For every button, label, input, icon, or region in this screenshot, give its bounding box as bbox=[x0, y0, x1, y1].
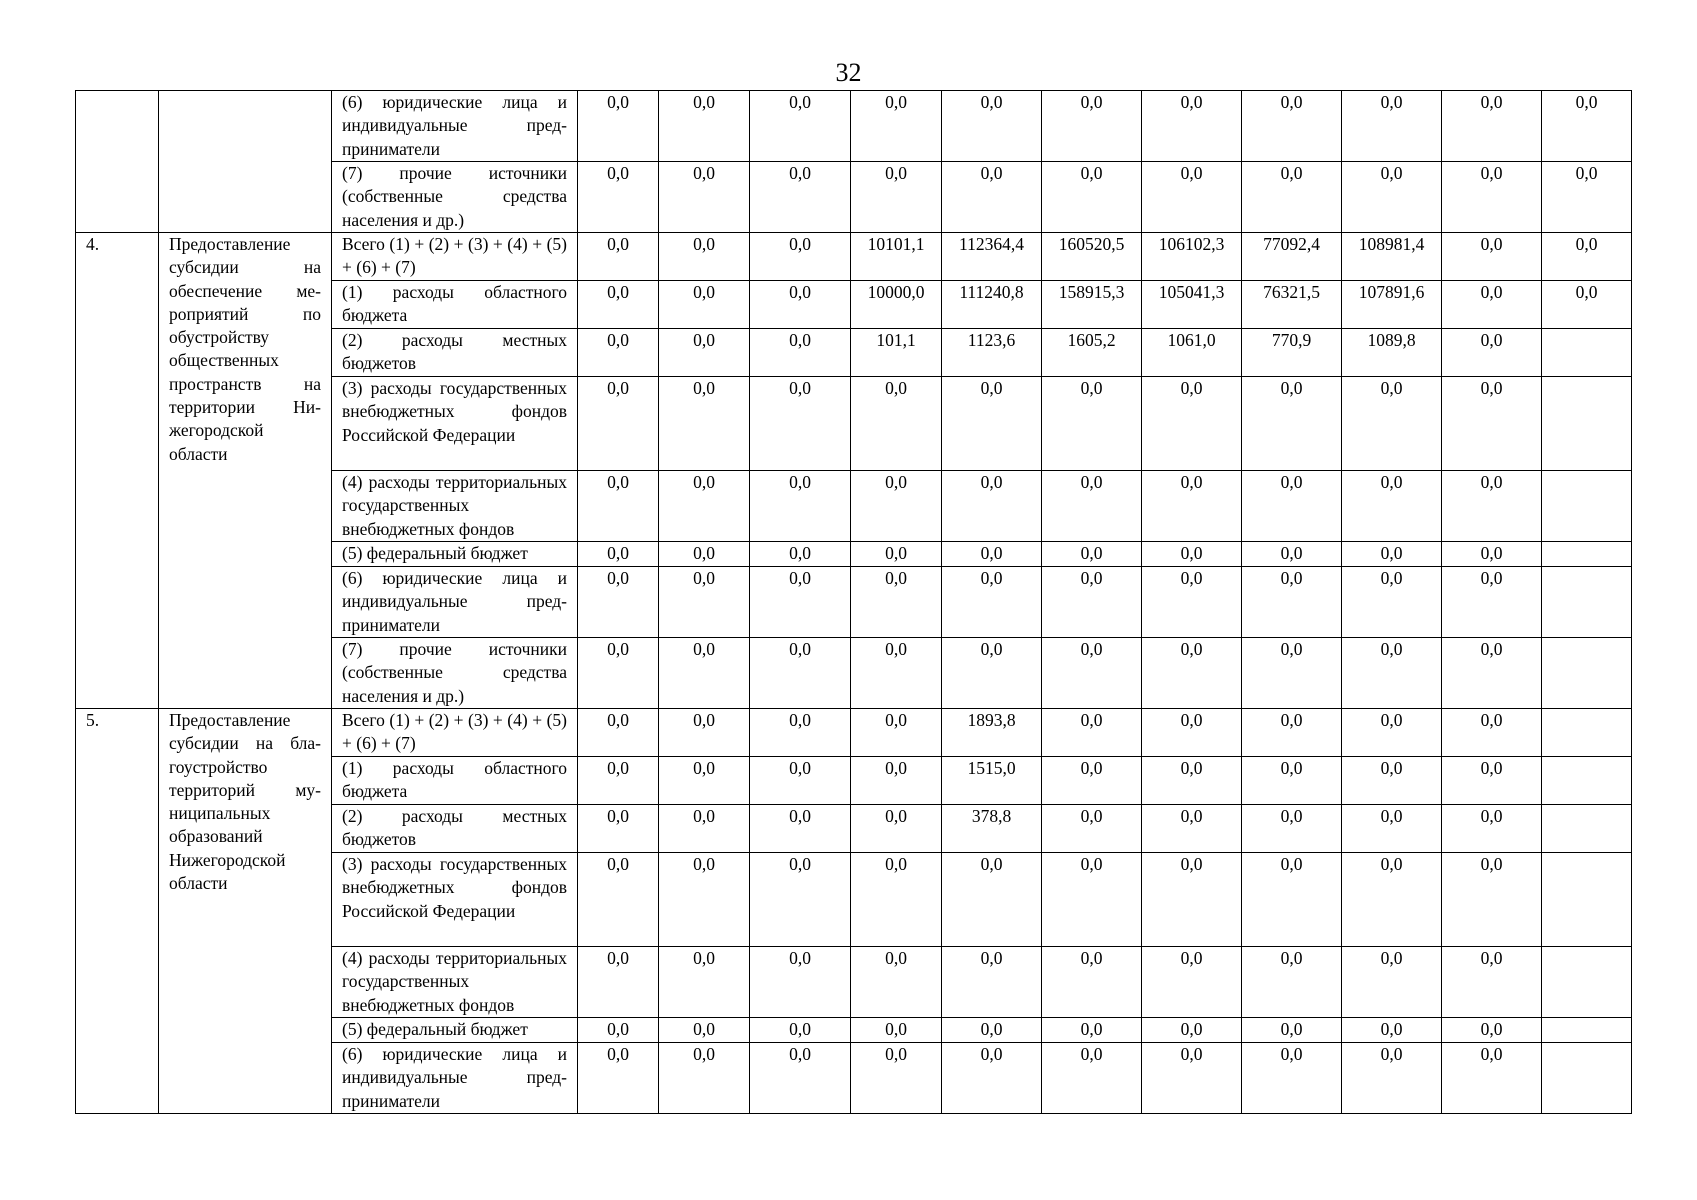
table-row bbox=[76, 91, 1632, 162]
value-cell: 0,0 bbox=[942, 162, 1042, 233]
value-cell: 0,0 bbox=[1342, 1043, 1442, 1114]
value-cell: 0,0 bbox=[851, 805, 942, 853]
value-cell: 0,0 bbox=[1342, 853, 1442, 947]
value-cell: 0,0 bbox=[851, 757, 942, 805]
value-cell: 0,0 bbox=[578, 162, 659, 233]
value-cell bbox=[1542, 471, 1632, 542]
value-cell: 0,0 bbox=[1342, 471, 1442, 542]
value-cell: 0,0 bbox=[1342, 162, 1442, 233]
value-cell: 0,0 bbox=[1042, 709, 1142, 757]
funding-source-cell: (1) расходы областного бюджета bbox=[332, 281, 578, 329]
value-cell: 0,0 bbox=[659, 853, 750, 947]
value-cell: 0,0 bbox=[1342, 567, 1442, 638]
value-cell: 1123,6 bbox=[942, 329, 1042, 377]
value-cell: 0,0 bbox=[750, 1018, 851, 1043]
funding-source-cell: (2) расходы местных бюджетов bbox=[332, 805, 578, 853]
funding-source-cell: (6) юридические лица и индивидуальные предприниматели bbox=[332, 1043, 578, 1114]
value-cell: 112364,4 bbox=[942, 233, 1042, 281]
value-cell: 0,0 bbox=[659, 233, 750, 281]
value-cell: 0,0 bbox=[1242, 542, 1342, 567]
value-cell: 10000,0 bbox=[851, 281, 942, 329]
value-cell: 0,0 bbox=[659, 947, 750, 1018]
value-cell bbox=[1542, 542, 1632, 567]
value-cell: 0,0 bbox=[1042, 1043, 1142, 1114]
value-cell: 0,0 bbox=[851, 1043, 942, 1114]
value-cell: 0,0 bbox=[1442, 853, 1542, 947]
value-cell: 107891,6 bbox=[1342, 281, 1442, 329]
value-cell: 770,9 bbox=[1242, 329, 1342, 377]
row-index-cell: 4. bbox=[76, 233, 159, 709]
value-cell: 0,0 bbox=[1342, 757, 1442, 805]
value-cell: 0,0 bbox=[1242, 377, 1342, 471]
value-cell: 0,0 bbox=[1042, 1018, 1142, 1043]
value-cell: 0,0 bbox=[1542, 281, 1632, 329]
value-cell: 0,0 bbox=[1242, 805, 1342, 853]
value-cell bbox=[1542, 853, 1632, 947]
value-cell: 0,0 bbox=[750, 281, 851, 329]
value-cell: 0,0 bbox=[942, 91, 1042, 162]
value-cell: 0,0 bbox=[750, 805, 851, 853]
table-row bbox=[76, 709, 1632, 757]
value-cell: 108981,4 bbox=[1342, 233, 1442, 281]
value-cell: 0,0 bbox=[750, 233, 851, 281]
value-cell: 0,0 bbox=[659, 281, 750, 329]
value-cell: 0,0 bbox=[1242, 1018, 1342, 1043]
value-cell: 0,0 bbox=[1542, 233, 1632, 281]
value-cell: 0,0 bbox=[659, 567, 750, 638]
value-cell: 0,0 bbox=[659, 471, 750, 542]
value-cell: 0,0 bbox=[1042, 377, 1142, 471]
value-cell: 77092,4 bbox=[1242, 233, 1342, 281]
value-cell: 0,0 bbox=[1442, 1043, 1542, 1114]
value-cell: 0,0 bbox=[1142, 805, 1242, 853]
value-cell: 0,0 bbox=[1442, 233, 1542, 281]
value-cell: 0,0 bbox=[578, 542, 659, 567]
value-cell: 0,0 bbox=[851, 377, 942, 471]
value-cell: 0,0 bbox=[1142, 947, 1242, 1018]
value-cell: 1515,0 bbox=[942, 757, 1042, 805]
row-index-cell: 5. bbox=[76, 709, 159, 1114]
funding-source-cell: Всего (1) + (2) + (3) + (4) + (5) + (6) + (7) bbox=[332, 709, 578, 757]
value-cell: 0,0 bbox=[851, 91, 942, 162]
value-cell: 0,0 bbox=[1242, 471, 1342, 542]
value-cell: 0,0 bbox=[851, 947, 942, 1018]
budget-table-body bbox=[76, 91, 1632, 1114]
value-cell: 0,0 bbox=[750, 1043, 851, 1114]
value-cell: 0,0 bbox=[1142, 853, 1242, 947]
value-cell: 0,0 bbox=[750, 947, 851, 1018]
funding-source-cell: (7) прочие источники (собственные средства населения и др.) bbox=[332, 162, 578, 233]
value-cell: 0,0 bbox=[1042, 162, 1142, 233]
value-cell: 1061,0 bbox=[1142, 329, 1242, 377]
measure-name-cell: Предоставление субсидии на обеспечение мероприятий по обустройству общественных пространств на территории Нижегородской области bbox=[159, 233, 332, 709]
value-cell: 0,0 bbox=[750, 638, 851, 709]
value-cell: 0,0 bbox=[1442, 757, 1542, 805]
value-cell: 0,0 bbox=[1142, 638, 1242, 709]
funding-source-cell: (5) федеральный бюджет bbox=[332, 542, 578, 567]
value-cell: 0,0 bbox=[1142, 567, 1242, 638]
value-cell: 0,0 bbox=[659, 162, 750, 233]
value-cell: 0,0 bbox=[578, 947, 659, 1018]
value-cell bbox=[1542, 757, 1632, 805]
value-cell: 0,0 bbox=[1242, 1043, 1342, 1114]
value-cell: 0,0 bbox=[578, 471, 659, 542]
value-cell: 0,0 bbox=[1242, 757, 1342, 805]
funding-source-cell: (6) юридические лица и индивидуальные предприниматели bbox=[332, 91, 578, 162]
funding-source-cell: (3) расходы государственных внебюджетных фондов Российской Федерации bbox=[332, 853, 578, 947]
value-cell: 0,0 bbox=[750, 542, 851, 567]
value-cell: 0,0 bbox=[578, 567, 659, 638]
value-cell: 0,0 bbox=[1142, 1018, 1242, 1043]
value-cell: 160520,5 bbox=[1042, 233, 1142, 281]
value-cell: 1605,2 bbox=[1042, 329, 1142, 377]
value-cell: 0,0 bbox=[1442, 91, 1542, 162]
value-cell: 101,1 bbox=[851, 329, 942, 377]
funding-source-cell: (1) расходы областного бюджета bbox=[332, 757, 578, 805]
value-cell: 0,0 bbox=[1242, 947, 1342, 1018]
row-index-cell bbox=[76, 91, 159, 233]
funding-source-cell: (4) расходы территориальных государственных внебюджетных фондов bbox=[332, 471, 578, 542]
value-cell: 0,0 bbox=[1442, 471, 1542, 542]
value-cell: 0,0 bbox=[851, 853, 942, 947]
value-cell bbox=[1542, 1043, 1632, 1114]
value-cell bbox=[1542, 1018, 1632, 1043]
value-cell: 0,0 bbox=[1342, 91, 1442, 162]
page-number: 32 bbox=[835, 58, 862, 87]
measure-name-cell: Предоставление субсидии на благоустройство территорий муниципальных образований Нижегородской области bbox=[159, 709, 332, 1114]
value-cell: 0,0 bbox=[942, 471, 1042, 542]
value-cell bbox=[1542, 638, 1632, 709]
value-cell: 0,0 bbox=[1442, 1018, 1542, 1043]
value-cell: 0,0 bbox=[1342, 542, 1442, 567]
value-cell: 0,0 bbox=[1042, 853, 1142, 947]
value-cell bbox=[1542, 947, 1632, 1018]
funding-source-cell: (7) прочие источники (собственные средства населения и др.) bbox=[332, 638, 578, 709]
value-cell: 0,0 bbox=[659, 757, 750, 805]
value-cell: 0,0 bbox=[851, 471, 942, 542]
value-cell: 0,0 bbox=[1442, 567, 1542, 638]
value-cell: 76321,5 bbox=[1242, 281, 1342, 329]
value-cell: 0,0 bbox=[578, 1043, 659, 1114]
value-cell: 0,0 bbox=[1142, 377, 1242, 471]
funding-source-cell: (4) расходы территориальных государственных внебюджетных фондов bbox=[332, 947, 578, 1018]
value-cell: 0,0 bbox=[1242, 853, 1342, 947]
value-cell: 0,0 bbox=[578, 329, 659, 377]
value-cell: 0,0 bbox=[1342, 377, 1442, 471]
funding-source-cell: (2) расходы местных бюджетов bbox=[332, 329, 578, 377]
value-cell: 0,0 bbox=[659, 709, 750, 757]
value-cell bbox=[1542, 329, 1632, 377]
funding-source-cell: (5) федеральный бюджет bbox=[332, 1018, 578, 1043]
value-cell: 0,0 bbox=[1042, 567, 1142, 638]
value-cell: 0,0 bbox=[851, 709, 942, 757]
value-cell: 0,0 bbox=[1142, 709, 1242, 757]
value-cell: 0,0 bbox=[578, 91, 659, 162]
value-cell: 0,0 bbox=[659, 377, 750, 471]
value-cell: 0,0 bbox=[942, 542, 1042, 567]
value-cell: 0,0 bbox=[1042, 471, 1142, 542]
value-cell: 0,0 bbox=[659, 805, 750, 853]
value-cell: 0,0 bbox=[1242, 638, 1342, 709]
value-cell: 0,0 bbox=[659, 329, 750, 377]
value-cell: 0,0 bbox=[1142, 757, 1242, 805]
value-cell: 0,0 bbox=[578, 853, 659, 947]
value-cell: 0,0 bbox=[942, 853, 1042, 947]
value-cell: 0,0 bbox=[1442, 162, 1542, 233]
value-cell: 0,0 bbox=[851, 542, 942, 567]
value-cell: 0,0 bbox=[1342, 805, 1442, 853]
value-cell: 0,0 bbox=[942, 1018, 1042, 1043]
value-cell: 378,8 bbox=[942, 805, 1042, 853]
value-cell: 10101,1 bbox=[851, 233, 942, 281]
measure-name-cell bbox=[159, 91, 332, 233]
value-cell: 0,0 bbox=[1342, 1018, 1442, 1043]
value-cell: 0,0 bbox=[750, 91, 851, 162]
value-cell bbox=[1542, 377, 1632, 471]
value-cell: 0,0 bbox=[750, 329, 851, 377]
value-cell: 0,0 bbox=[1042, 91, 1142, 162]
value-cell: 0,0 bbox=[1042, 542, 1142, 567]
value-cell: 0,0 bbox=[1442, 709, 1542, 757]
value-cell: 0,0 bbox=[1242, 91, 1342, 162]
value-cell: 0,0 bbox=[578, 233, 659, 281]
value-cell: 0,0 bbox=[578, 805, 659, 853]
value-cell: 0,0 bbox=[1142, 471, 1242, 542]
value-cell: 0,0 bbox=[1442, 638, 1542, 709]
value-cell: 0,0 bbox=[942, 638, 1042, 709]
value-cell: 0,0 bbox=[1042, 757, 1142, 805]
value-cell: 0,0 bbox=[750, 757, 851, 805]
value-cell: 0,0 bbox=[1042, 638, 1142, 709]
value-cell: 0,0 bbox=[1142, 542, 1242, 567]
value-cell: 0,0 bbox=[851, 162, 942, 233]
value-cell: 158915,3 bbox=[1042, 281, 1142, 329]
value-cell: 0,0 bbox=[659, 542, 750, 567]
value-cell: 0,0 bbox=[750, 709, 851, 757]
value-cell: 0,0 bbox=[1242, 162, 1342, 233]
value-cell: 106102,3 bbox=[1142, 233, 1242, 281]
value-cell: 0,0 bbox=[1342, 947, 1442, 1018]
value-cell: 0,0 bbox=[942, 377, 1042, 471]
value-cell: 0,0 bbox=[1342, 638, 1442, 709]
value-cell bbox=[1542, 567, 1632, 638]
value-cell: 0,0 bbox=[659, 1043, 750, 1114]
value-cell: 0,0 bbox=[1242, 709, 1342, 757]
value-cell: 0,0 bbox=[1442, 281, 1542, 329]
value-cell: 111240,8 bbox=[942, 281, 1042, 329]
value-cell: 1089,8 bbox=[1342, 329, 1442, 377]
value-cell: 1893,8 bbox=[942, 709, 1042, 757]
value-cell: 0,0 bbox=[750, 162, 851, 233]
value-cell: 0,0 bbox=[1342, 709, 1442, 757]
value-cell: 0,0 bbox=[1042, 805, 1142, 853]
value-cell: 0,0 bbox=[851, 567, 942, 638]
value-cell bbox=[1542, 805, 1632, 853]
value-cell: 0,0 bbox=[578, 757, 659, 805]
value-cell: 105041,3 bbox=[1142, 281, 1242, 329]
value-cell: 0,0 bbox=[1042, 947, 1142, 1018]
value-cell: 0,0 bbox=[1442, 947, 1542, 1018]
value-cell: 0,0 bbox=[750, 471, 851, 542]
value-cell: 0,0 bbox=[1142, 91, 1242, 162]
value-cell: 0,0 bbox=[1242, 567, 1342, 638]
funding-source-cell: (3) расходы государственных внебюджетных фондов Российской Федерации bbox=[332, 377, 578, 471]
value-cell: 0,0 bbox=[1542, 162, 1632, 233]
value-cell: 0,0 bbox=[578, 377, 659, 471]
value-cell: 0,0 bbox=[1142, 162, 1242, 233]
value-cell: 0,0 bbox=[1142, 1043, 1242, 1114]
value-cell: 0,0 bbox=[942, 567, 1042, 638]
value-cell: 0,0 bbox=[1542, 91, 1632, 162]
value-cell: 0,0 bbox=[942, 1043, 1042, 1114]
budget-table bbox=[75, 90, 1632, 1114]
value-cell: 0,0 bbox=[578, 281, 659, 329]
value-cell bbox=[1542, 709, 1632, 757]
value-cell: 0,0 bbox=[750, 567, 851, 638]
value-cell: 0,0 bbox=[578, 638, 659, 709]
value-cell: 0,0 bbox=[1442, 542, 1542, 567]
value-cell: 0,0 bbox=[851, 1018, 942, 1043]
value-cell: 0,0 bbox=[1442, 329, 1542, 377]
value-cell: 0,0 bbox=[1442, 377, 1542, 471]
funding-source-cell: Всего (1) + (2) + (3) + (4) + (5) + (6) + (7) bbox=[332, 233, 578, 281]
value-cell: 0,0 bbox=[750, 377, 851, 471]
value-cell: 0,0 bbox=[578, 709, 659, 757]
value-cell: 0,0 bbox=[750, 853, 851, 947]
value-cell: 0,0 bbox=[659, 91, 750, 162]
value-cell: 0,0 bbox=[659, 638, 750, 709]
value-cell: 0,0 bbox=[851, 638, 942, 709]
value-cell: 0,0 bbox=[578, 1018, 659, 1043]
funding-source-cell: (6) юридические лица и индивидуальные предприниматели bbox=[332, 567, 578, 638]
value-cell: 0,0 bbox=[942, 947, 1042, 1018]
value-cell: 0,0 bbox=[1442, 805, 1542, 853]
table-row bbox=[76, 233, 1632, 281]
value-cell: 0,0 bbox=[659, 1018, 750, 1043]
